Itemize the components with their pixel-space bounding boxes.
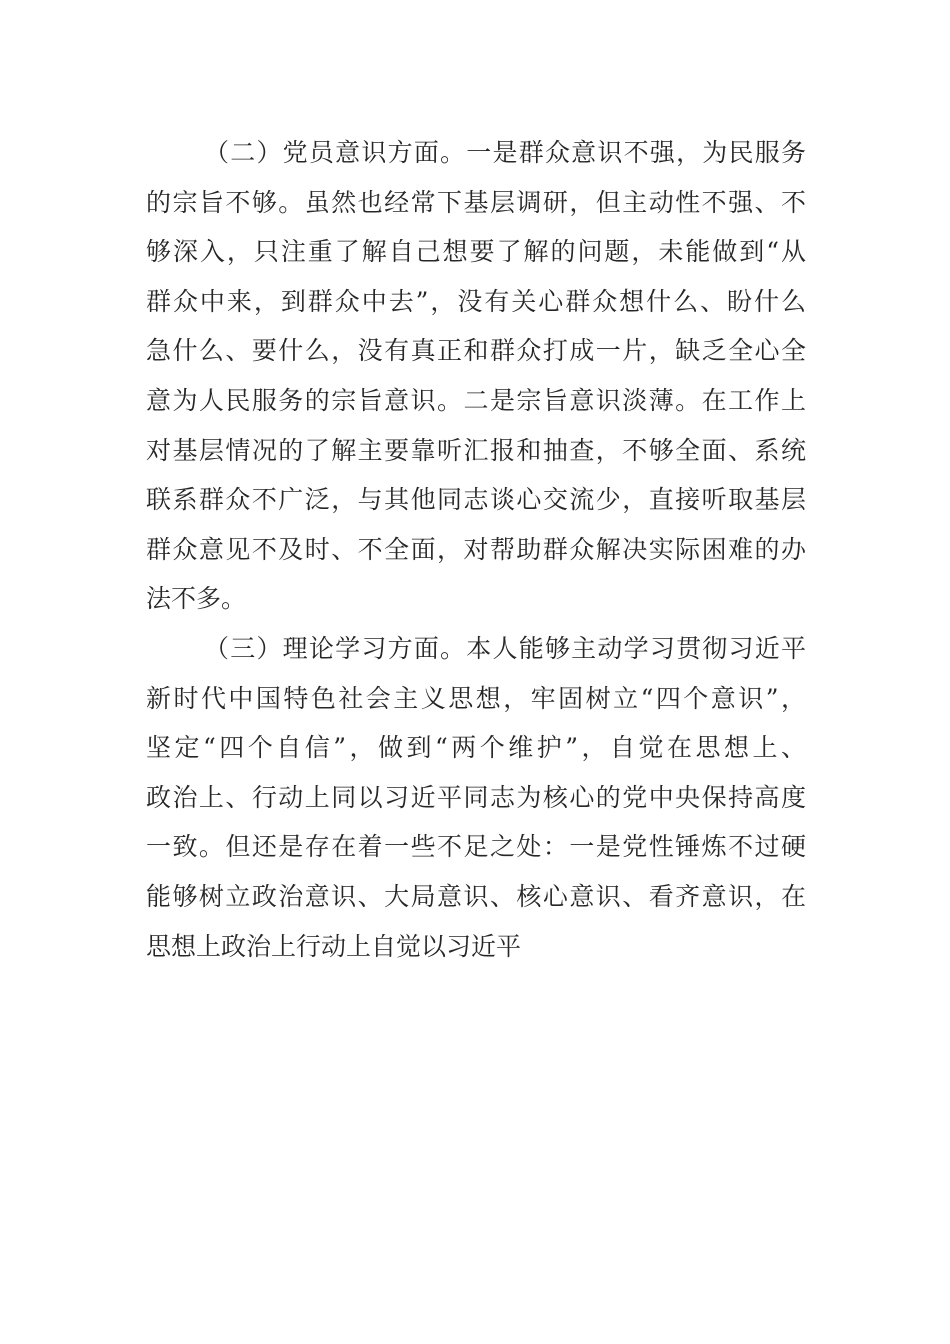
text-line: 坚定“四个自信”，做到“两个维护”，自觉在思想上、 [146, 733, 806, 763]
text-line: 对基层情况的了解主要靠听汇报和抽查，不够全面、系统 [146, 435, 806, 465]
text-line: 意为人民服务的宗旨意识。二是宗旨意识淡薄。在工作上 [146, 385, 806, 415]
text-line: 的宗旨不够。虽然也经常下基层调研，但主动性不强、不 [146, 187, 806, 217]
paragraph-party-member-awareness [146, 128, 806, 624]
text-line: 思想上政治上行动上自觉以习近平 [146, 931, 522, 961]
text-line: 政治上、行动上同以习近平同志为核心的党中央保持高度 [146, 782, 806, 812]
paragraph-theory-study [146, 624, 806, 971]
text-line: 够深入，只注重了解自己想要了解的问题，未能做到“从 [146, 237, 806, 267]
text-line: 新时代中国特色社会主义思想，牢固树立“四个意识”， [146, 683, 806, 713]
text-line: 法不多。 [146, 584, 247, 614]
text-line: 一致。但还是存在着一些不足之处：一是党性锤炼不过硬 [146, 832, 806, 862]
text-line: 群众意见不及时、不全面，对帮助群众解决实际困难的办 [146, 534, 806, 564]
text-line: 群众中来，到群众中去”，没有关心群众想什么、盼什么 [146, 286, 806, 316]
text-line: （二）党员意识方面。一是群众意识不强，为民服务 [204, 138, 806, 167]
text-line: （三）理论学习方面。本人能够主动学习贯彻习近平 [204, 633, 806, 663]
text-line: 能够树立政治意识、大局意识、核心意识、看齐意识，在 [146, 881, 806, 911]
document-body [146, 128, 806, 971]
text-line: 联系群众不广泛，与其他同志谈心交流少，直接听取基层 [146, 485, 806, 515]
text-line: 急什么、要什么，没有真正和群众打成一片，缺乏全心全 [146, 336, 806, 366]
